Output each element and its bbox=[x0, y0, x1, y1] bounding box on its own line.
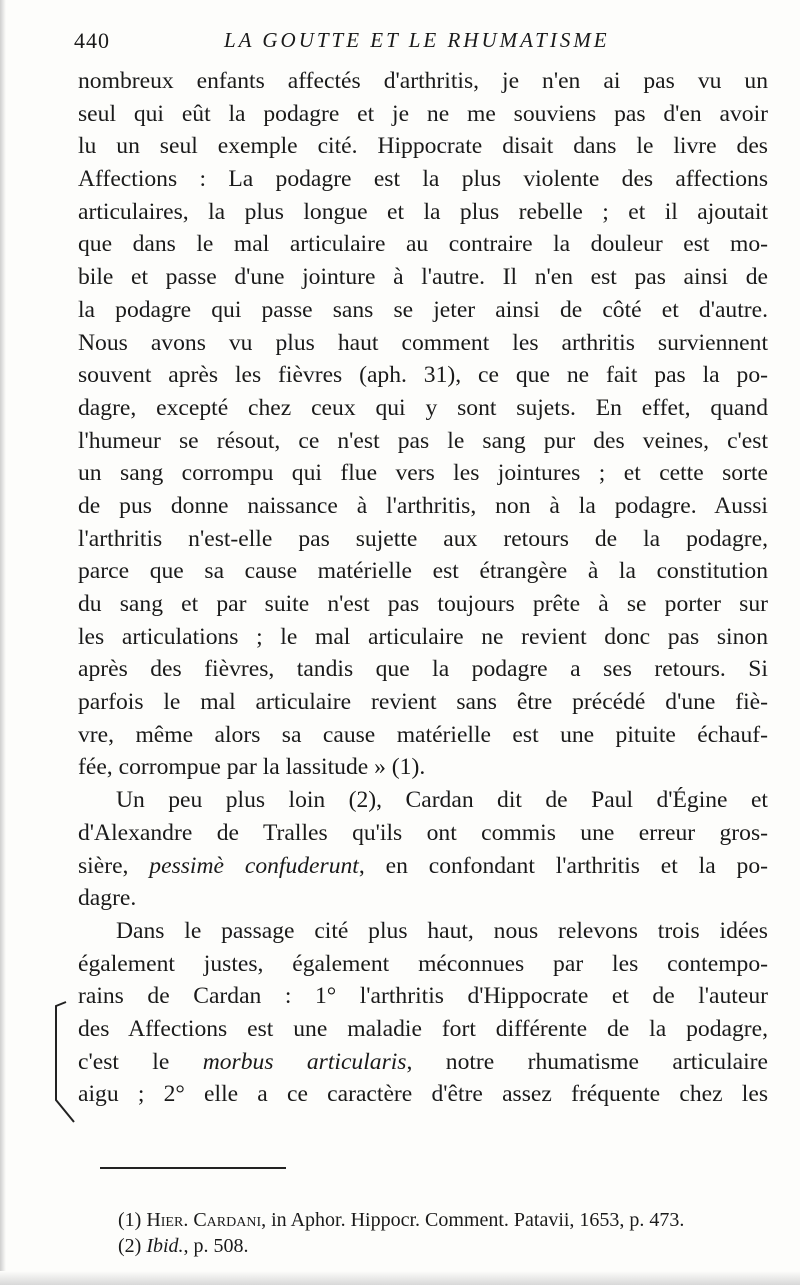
page-header bbox=[74, 28, 764, 58]
text-line: Nous avons vu plus haut comment les arthritis surviennent bbox=[78, 329, 768, 356]
text-line: les articulations ; le mal articulaire ne revient donc pas sinon bbox=[78, 623, 768, 650]
text-line: parce que sa cause matérielle est étrangère à la constitution bbox=[78, 558, 768, 585]
text-line: que dans le mal articulaire au contraire la douleur est mo- bbox=[78, 231, 768, 258]
body-text bbox=[78, 65, 768, 1111]
text-line: également justes, également méconnues par les contempo- bbox=[78, 950, 768, 977]
running-title: LA GOUTTE ET LE RHUMATISME bbox=[224, 28, 610, 52]
footnote-separator bbox=[100, 1167, 286, 1169]
paragraph-start-line: Un peu plus loin (2), Cardan dit de Paul d'Égine et bbox=[116, 787, 768, 814]
italic-latin-term: morbus articularis bbox=[202, 1048, 407, 1075]
footnote-marker: (1) bbox=[118, 1209, 147, 1231]
page-bottom-edge bbox=[0, 1271, 800, 1285]
text-line: la podagre qui passe sans se jeter ainsi de côté et d'autre. bbox=[78, 296, 768, 323]
line-segment: c'est le bbox=[78, 1048, 203, 1075]
footnote-marker: (2) bbox=[118, 1235, 147, 1257]
footnote-ibid: Ibid. bbox=[146, 1235, 184, 1257]
text-line: dagre. bbox=[78, 885, 137, 912]
footnotes bbox=[118, 1207, 778, 1259]
footnote-author: Hier. Cardani bbox=[146, 1209, 262, 1231]
text-line: de pus donne naissance à l'arthritis, non à la podagre. Aussi bbox=[78, 492, 768, 519]
text-line: souvent après les fièvres (aph. 31), ce que ne fait pas la po- bbox=[78, 362, 768, 389]
text-line: vre, même alors sa cause matérielle est une pituite échauf- bbox=[78, 721, 768, 748]
text-line: Affections : La podagre est la plus violente des affections bbox=[78, 166, 768, 193]
footnote-2 bbox=[118, 1233, 778, 1259]
text-line: après des fièvres, tandis que la podagre a ses retours. Si bbox=[78, 656, 768, 683]
text-line: parfois le mal articulaire revient sans être précédé d'une fiè- bbox=[78, 689, 768, 716]
footnote-citation: , p. 508. bbox=[183, 1235, 249, 1257]
footnote-citation: , in Aphor. Hippocr. Comment. Patavii, 1653, p. 473. bbox=[261, 1209, 685, 1231]
text-line: d'Alexandre de Tralles qu'ils ont commis une erreur gros- bbox=[78, 819, 768, 846]
page-left-edge bbox=[0, 0, 6, 1285]
line-segment: , notre rhumatisme articulaire bbox=[406, 1048, 768, 1075]
text-line: du sang et par suite n'est pas toujours prête à se porter sur bbox=[78, 591, 768, 617]
text-line: l'humeur se résout, ce n'est pas le sang pur des veines, c'est bbox=[78, 427, 768, 454]
text-line: lu un seul exemple cité. Hippocrate disait dans le livre des bbox=[78, 133, 768, 160]
text-line: nombreux enfants affectés d'arthritis, je n'en ai pas vu un bbox=[78, 68, 768, 94]
text-line-with-italic bbox=[78, 1046, 768, 1079]
text-line: seul qui eût la podagre et je ne me souviens pas d'en avoir bbox=[78, 100, 768, 127]
text-line: rains de Cardan : 1° l'arthritis d'Hippocrate et de l'auteur bbox=[78, 983, 768, 1010]
text-line: des Affections est une maladie fort différente de la podagre, bbox=[78, 1015, 768, 1042]
line-segment: , en confondant l'arthritis et la po- bbox=[358, 852, 768, 879]
line-segment: sière, bbox=[78, 852, 150, 879]
page-number: 440 bbox=[74, 28, 110, 53]
text-line: l'arthritis n'est-elle pas sujette aux retours de la podagre, bbox=[78, 525, 768, 552]
text-line: bile et passe d'une jointure à l'autre. Il n'en est pas ainsi de bbox=[78, 264, 768, 291]
text-line: fée, corrompue par la lassitude » (1). bbox=[78, 754, 426, 781]
margin-bracket-mark bbox=[52, 1000, 80, 1126]
text-line: dagre, excepté chez ceux qui y sont sujets. En effet, quand bbox=[78, 394, 768, 421]
text-line: articulaires, la plus longue et la plus rebelle ; et il ajoutait bbox=[78, 198, 768, 225]
text-line: aigu ; 2° elle a ce caractère d'être assez fréquente chez les bbox=[78, 1081, 768, 1108]
footnote-1 bbox=[118, 1207, 778, 1233]
text-line: un sang corrompu qui flue vers les jointures ; et cette sorte bbox=[78, 460, 768, 487]
text-line-with-italic bbox=[78, 850, 768, 883]
paragraph-start-line: Dans le passage cité plus haut, nous relevons trois idées bbox=[116, 917, 768, 944]
italic-latin-phrase: pessimè confuderunt bbox=[149, 852, 359, 879]
